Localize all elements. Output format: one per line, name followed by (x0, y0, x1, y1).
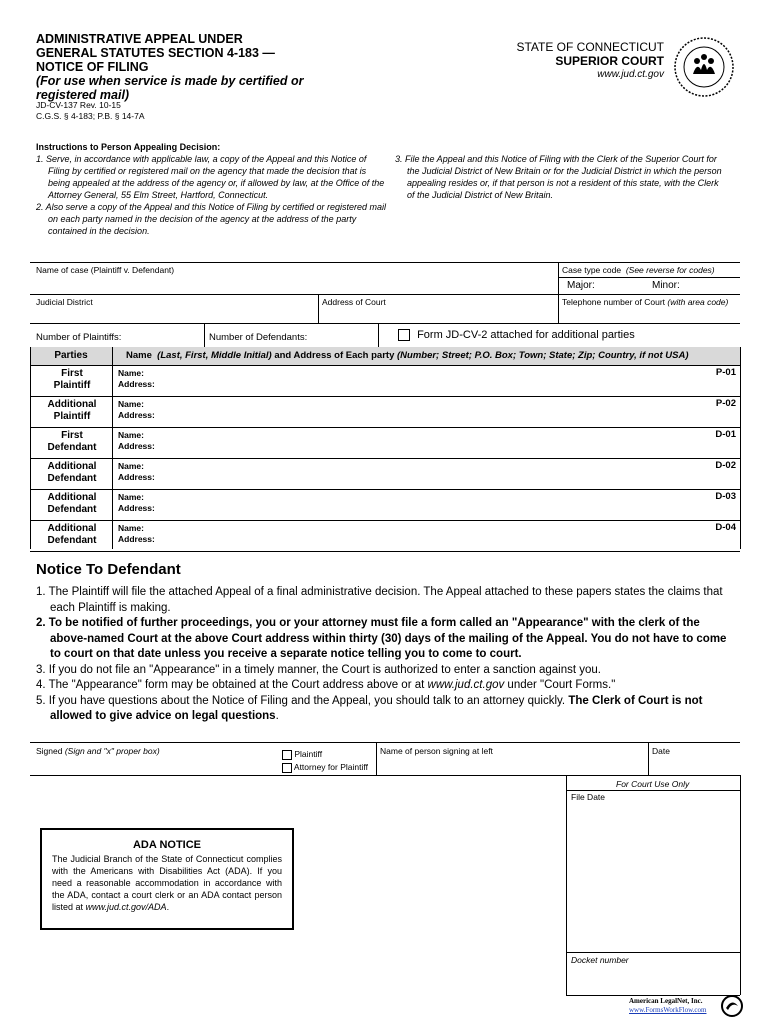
parties-column-header: Parties (54, 350, 88, 361)
minor-label[interactable]: Minor: (652, 280, 680, 291)
name-column-header: Name (Last, First, Middle Initial) and Address of Each party (Number; Street; P.O. Box; Town; State; Zip; Country, if not USA) (126, 350, 689, 361)
form-id: JD-CV-137 Rev. 10-15 (36, 100, 121, 110)
notice-body (36, 585, 736, 725)
ada-notice-box (40, 828, 294, 930)
party-row-label: Additional Defendant (47, 461, 97, 484)
date-field[interactable] (652, 758, 736, 774)
title-line-1: ADMINISTRATIVE APPEAL UNDER (36, 32, 243, 46)
party-name-address[interactable]: Name: Address: (118, 492, 155, 513)
state-name: STATE OF CONNECTICUT (516, 40, 664, 54)
party-name-address[interactable]: Name: Address: (118, 523, 155, 544)
instruction-3: 3. File the Appeal and this Notice of Filing with the Clerk of the Superior Court for the Judicial District of New Britain or for the Judicial District in which the person appealing resides or, if that person is not a resident of this state, with the Clerk of the Judicial District of New Britain. (395, 154, 722, 200)
attorney-checkbox-label: Attorney for Plaintiff (293, 762, 368, 772)
major-label[interactable]: Major: (567, 280, 595, 291)
form-attached-option[interactable] (398, 329, 635, 341)
instruction-2: 2. Also serve a copy of the Appeal and this Notice of Filing by certified or registered mail on each party named in the decision of the agency at the address of the party contained in the decision. (36, 202, 387, 236)
party-name-address[interactable]: Name: Address: (118, 368, 155, 389)
instruction-1: 1. Serve, in accordance with applicable law, a copy of the Appeal and this Notice of Filing by certified or registered mail on the agency that made the decision that is being appealed at the address of the agency or, if allowed by law, at the Office of the Attorney General, 55 Elm Street, Hartford, Connecticut. (36, 154, 385, 200)
telephone-field[interactable] (562, 308, 737, 322)
notice-item-1: 1. The Plaintiff will file the attached Appeal of a final administrative decision. The Appeal attached to these papers states the claims that each Plaintiff is making. (36, 586, 723, 614)
judicial-district-field[interactable] (35, 308, 315, 322)
plaintiff-checkbox[interactable] (282, 750, 292, 760)
num-plaintiffs-label[interactable]: Number of Plaintiffs: (36, 332, 122, 343)
date-label: Date (652, 746, 670, 756)
plaintiff-option[interactable] (282, 749, 322, 760)
notice-heading: Notice To Defendant (36, 561, 181, 578)
court-website: www.jud.ct.gov (597, 69, 664, 80)
file-date-label: File Date (571, 792, 606, 802)
num-defendants-label[interactable]: Number of Defendants: (209, 332, 308, 343)
party-name-address[interactable]: Name: Address: (118, 399, 155, 420)
address-of-court-label: Address of Court (322, 297, 386, 307)
form-subtitle: (For use when service is made by certified or registered mail) (36, 74, 304, 102)
name-signing-label: Name of person signing at left (380, 746, 493, 756)
court-name: SUPERIOR COURT (555, 54, 664, 68)
party-row-label: First Plaintiff (53, 368, 91, 391)
footer-publisher: American LegalNet, Inc. www.FormsWorkFlow.com (629, 997, 707, 1014)
notice-item-4: 4. The "Appearance" form may be obtained at the Court address above or at www.jud.ct.gov under "Court Forms." (36, 679, 616, 691)
attorney-checkbox[interactable] (282, 763, 292, 773)
ada-link[interactable]: www.jud.ct.gov/ADA (85, 902, 167, 912)
notice-item-2: 2. To be notified of further proceedings, you or your attorney must file a form called an "Appearance" with the clerk of the above-named Court at the above Court address within thirty (30) days of the mailing of the Appeal. You do not have to come to court on that date unless you receive a separate notice telling you to come to court. (36, 617, 727, 660)
party-row-label: Additional Defendant (47, 492, 97, 515)
signature-field[interactable] (36, 758, 276, 774)
docket-number-label: Docket number (571, 955, 629, 965)
party-row-label: Additional Defendant (47, 523, 97, 546)
judicial-district-label: Judicial District (36, 297, 93, 307)
instructions-heading: Instructions to Person Appealing Decision: (36, 142, 221, 152)
title-line-2: GENERAL STATUTES SECTION 4-183 — (36, 46, 275, 60)
title-line-3: NOTICE OF FILING (36, 60, 149, 74)
party-code: D-03 (715, 491, 736, 502)
signed-label: Signed (Sign and "x" proper box) (36, 746, 160, 756)
party-code: D-04 (715, 522, 736, 533)
party-code: P-01 (715, 367, 736, 378)
ada-body: The Judicial Branch of the State of Connecticut complies with the Americans with Disabilities Act (ADA). If you need a reasonable accommodation in accordance with the ADA, contact a court clerk or an ADA contact person listed at www.jud.ct.gov/ADA. (52, 854, 282, 912)
docket-number-field[interactable] (570, 967, 736, 991)
plaintiff-checkbox-label: Plaintiff (294, 749, 323, 759)
form-attached-checkbox[interactable] (398, 329, 410, 341)
statutes: C.G.S. § 4-183; P.B. § 14-7A (36, 111, 145, 121)
connecticut-seal-icon (673, 36, 735, 98)
court-use-label: For Court Use Only (616, 779, 690, 789)
court-header (516, 40, 664, 82)
ada-heading: ADA NOTICE (132, 839, 202, 851)
instructions-left (36, 141, 386, 237)
name-signing-field[interactable] (380, 758, 644, 774)
party-code: D-01 (715, 429, 736, 440)
name-of-case-label: Name of case (Plaintiff v. Defendant) (36, 265, 175, 275)
name-of-case-field[interactable] (35, 276, 555, 294)
party-row-label: Additional Plaintiff (47, 399, 97, 422)
party-name-address[interactable]: Name: Address: (118, 461, 155, 482)
footer-url[interactable]: www.FormsWorkFlow.com (629, 1006, 707, 1014)
notice-item-5: 5. If you have questions about the Notice of Filing and the Appeal, you should talk to an attorney quickly. The Clerk of Court is not allowed to give advice on legal questions. (36, 694, 703, 722)
form-attached-label: Form JD-CV-2 attached for additional parties (417, 329, 635, 341)
party-name-address[interactable]: Name: Address: (118, 430, 155, 451)
telephone-label: Telephone number of Court (with area code) (562, 297, 729, 307)
party-code: P-02 (715, 398, 736, 409)
case-type-label: Case type code (See reverse for codes) (562, 265, 715, 275)
party-row-label: First Defendant (47, 430, 97, 453)
party-code: D-02 (715, 460, 736, 471)
address-of-court-field[interactable] (322, 308, 554, 322)
publisher-logo-icon (720, 994, 744, 1018)
notice-item-3: 3. If you do not file an "Appearance" in a timely manner, the Court is authorized to enter a sanction against you. (36, 663, 601, 676)
form-title (36, 32, 336, 102)
attorney-option[interactable] (282, 762, 368, 773)
